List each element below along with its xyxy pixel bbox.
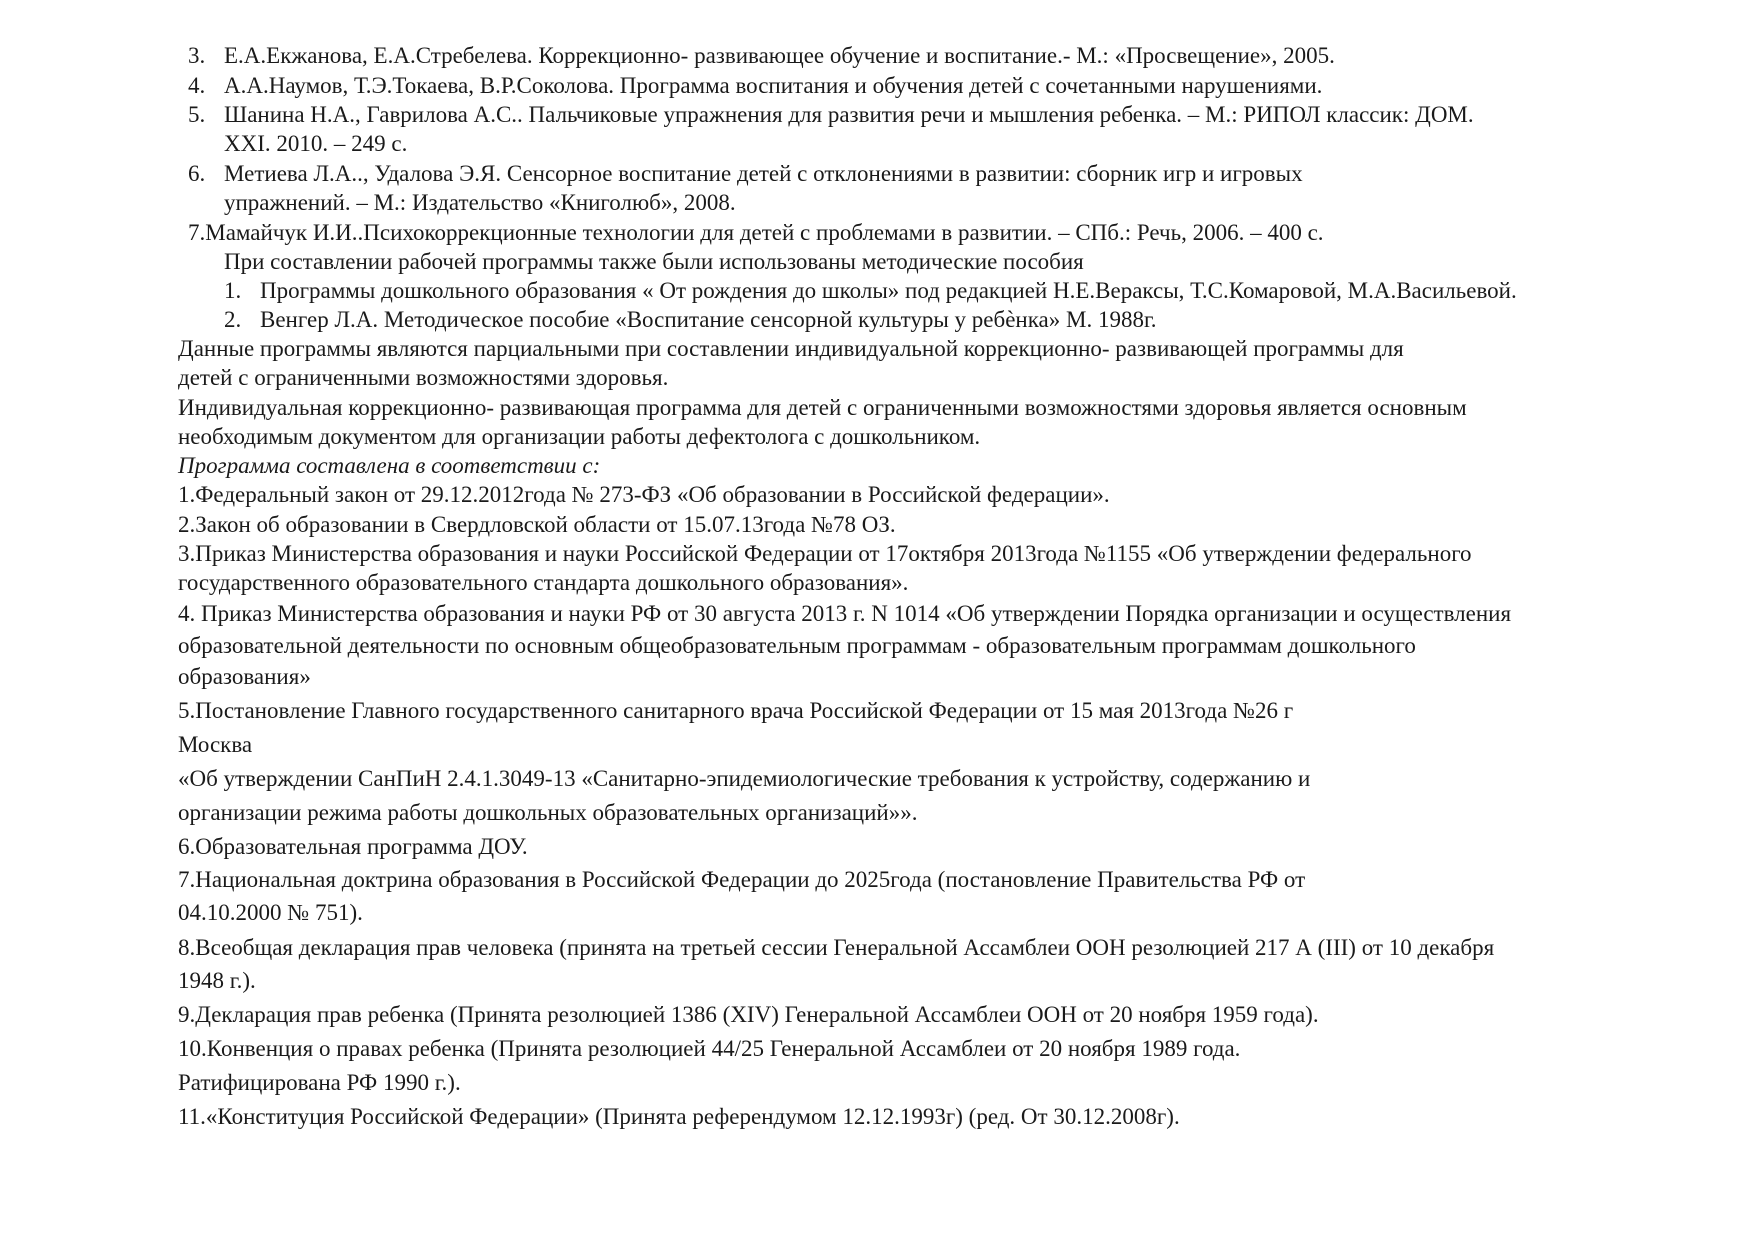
methodical-intro: При составлении рабочей программы также были использованы методические пособия xyxy=(224,249,1084,274)
doc-line-6: образовательной деятельности по основным общеобразовательным программам - образовательным программам дошкольного xyxy=(178,633,1416,658)
method-item-2 xyxy=(224,306,1157,334)
lit-item-7: 7.Мамайчук И.И..Психокоррекционные технологии для детей с проблемами в развитии. – СПб.: Речь, 2006. – 400 с. xyxy=(188,220,1324,245)
doc-line-16: 1948 г.). xyxy=(178,968,256,993)
list-text: Венгер Л.А. Методическое пособие «Воспитание сенсорной культуры у ребѐнка» М. 1988г. xyxy=(260,307,1157,332)
method-item-1 xyxy=(224,277,1517,305)
doc-line-7: образования» xyxy=(178,664,311,689)
list-text: Е.А.Екжанова, Е.А.Стребелева. Коррекционно- развивающее обучение и воспитание.- М.: «Просвещение», 2005. xyxy=(224,43,1335,68)
doc-line-4: государственного образовательного стандарта дошкольного образования». xyxy=(178,570,909,595)
lit-item-6-cont: упражнений. – М.: Издательство «Книголюб», 2008. xyxy=(224,190,736,215)
lit-item-5-cont: XXI. 2010. – 249 с. xyxy=(224,131,408,156)
doc-line-12: 6.Образовательная программа ДОУ. xyxy=(178,834,528,859)
compliance-heading: Программа составлена в соответствии с: xyxy=(178,453,601,478)
para2-line-1: Индивидуальная коррекционно- развивающая программа для детей с ограниченными возможностями здоровья является основным xyxy=(178,395,1467,420)
doc-line-10: «Об утверждении СанПиН 2.4.1.3049-13 «Санитарно-эпидемиологические требования к устройству, содержанию и xyxy=(178,766,1311,791)
list-number: 3. xyxy=(188,43,206,68)
doc-line-11: организации режима работы дошкольных образовательных организаций»». xyxy=(178,800,918,825)
list-number: 4. xyxy=(188,73,206,98)
lit-item-3 xyxy=(188,42,1335,70)
list-number: 1. xyxy=(224,278,242,303)
lit-item-4 xyxy=(188,72,1322,100)
doc-line-18: 10.Конвенция о правах ребенка (Принята резолюцией 44/25 Генеральной Ассамблеи от 20 ноября 1989 года. xyxy=(178,1036,1241,1061)
list-text: Программы дошкольного образования « От рождения до школы» под редакцией Н.Е.Вераксы, Т.С.Комаровой, М.А.Васильевой. xyxy=(260,278,1517,303)
doc-line-5: 4. Приказ Министерства образования и науки РФ от 30 августа 2013 г. N 1014 «Об утверждении Порядка организации и осуществления xyxy=(178,601,1512,626)
doc-line-2: 2.Закон об образовании в Свердловской области от 15.07.13года №78 ОЗ. xyxy=(178,512,896,537)
lit-item-5 xyxy=(188,101,1474,129)
doc-line-8: 5.Постановление Главного государственного санитарного врача Российской Федерации от 15 мая 2013года №26 г xyxy=(178,698,1294,723)
para1-line-2: детей с ограниченными возможностями здоровья. xyxy=(178,365,669,390)
list-text: Шанина Н.А., Гаврилова А.С.. Пальчиковые упражнения для развития речи и мышления ребенка. – М.: РИПОЛ классик: ДОМ. xyxy=(224,102,1474,127)
list-text: А.А.Наумов, Т.Э.Токаева, В.Р.Соколова. Программа воспитания и обучения детей с сочетанными нарушениями. xyxy=(224,73,1323,98)
doc-line-3: 3.Приказ Министерства образования и науки Российской Федерации от 17октября 2013года №1155 «Об утверждении федерального xyxy=(178,541,1472,566)
doc-line-14: 04.10.2000 № 751). xyxy=(178,900,363,925)
doc-line-9: Москва xyxy=(178,732,253,757)
doc-line-17: 9.Декларация прав ребенка (Принята резолюцией 1386 (XIV) Генеральной Ассамблеи ООН от 20 ноября 1959 года). xyxy=(178,1002,1319,1027)
list-text: Метиева Л.А.., Удалова Э.Я. Сенсорное воспитание детей с отклонениями в развитии: сборник игр и игровых xyxy=(224,161,1303,186)
list-number: 2. xyxy=(224,307,242,332)
doc-line-20: 11.«Конституция Российской Федерации» (Принята референдумом 12.12.1993г) (ред. От 30.12.2008г). xyxy=(178,1104,1180,1129)
list-number: 5. xyxy=(188,102,206,127)
doc-line-13: 7.Национальная доктрина образования в Российской Федерации до 2025года (постановление Правительства РФ от xyxy=(178,867,1306,892)
para1-line-1: Данные программы являются парциальными при составлении индивидуальной коррекционно- развивающей программы для xyxy=(178,336,1404,361)
doc-line-15: 8.Всеобщая декларация прав человека (принята на третьей сессии Генеральной Ассамблеи ООН резолюцией 217 А (III) от 10 декабря xyxy=(178,935,1495,960)
doc-line-1: 1.Федеральный закон от 29.12.2012года № 273-ФЗ «Об образовании в Российской федерации». xyxy=(178,482,1110,507)
doc-line-19: Ратифицирована РФ 1990 г.). xyxy=(178,1070,461,1095)
list-number: 6. xyxy=(188,161,206,186)
para2-line-2: необходимым документом для организации работы дефектолога с дошкольником. xyxy=(178,424,981,449)
lit-item-6 xyxy=(188,160,1303,188)
